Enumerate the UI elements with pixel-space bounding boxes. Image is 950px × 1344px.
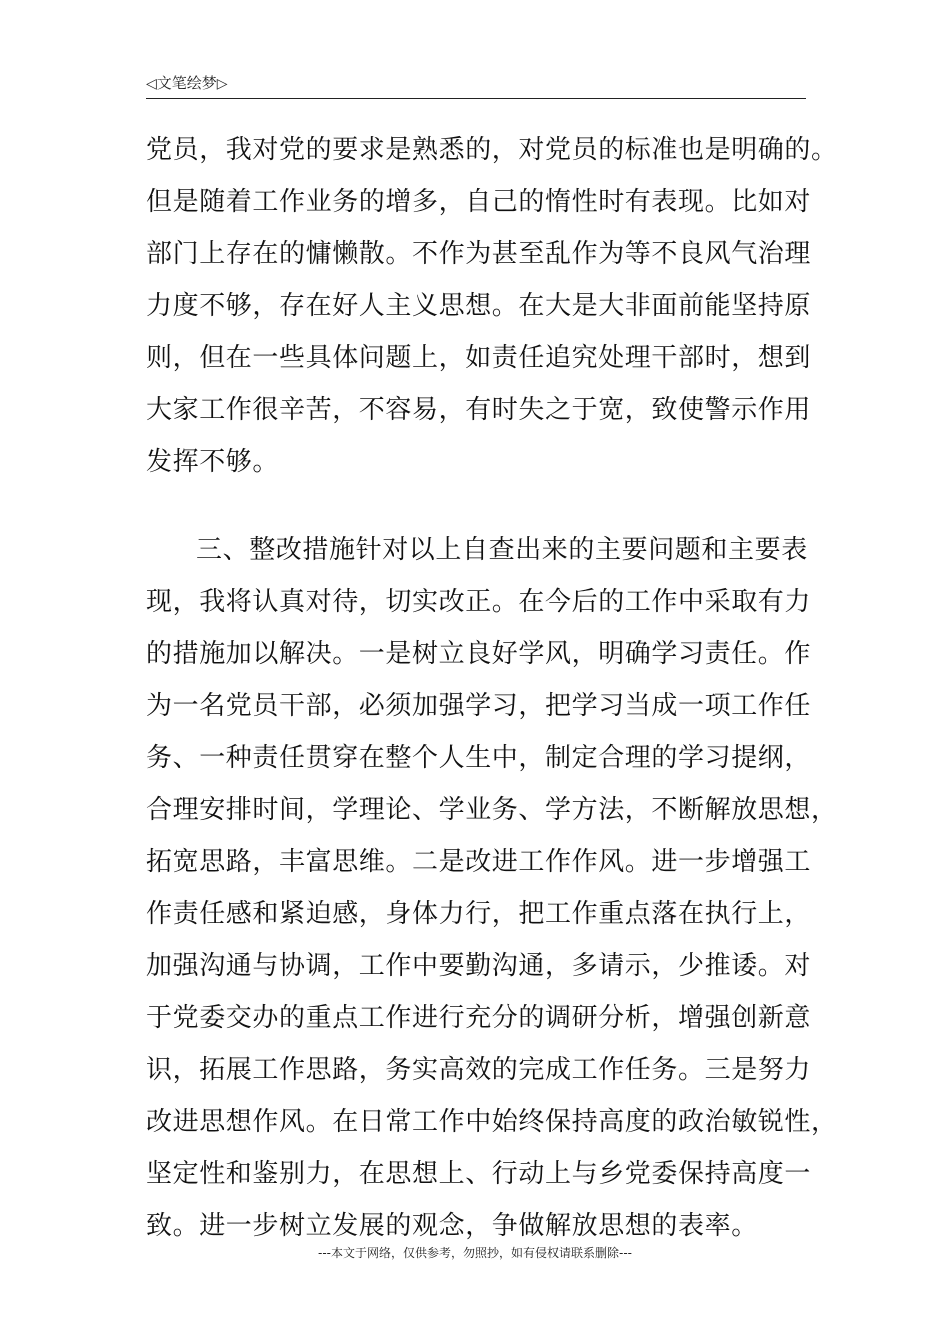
text-line: 务、一种责任贯穿在整个人生中，制定合理的学习提纲， bbox=[146, 743, 812, 773]
header-title-group bbox=[146, 74, 228, 93]
document-body bbox=[146, 124, 838, 1252]
header-title: 文笔绘梦 bbox=[156, 74, 217, 92]
right-triangle-icon: ▷ bbox=[216, 76, 228, 92]
text-line: 但是随着工作业务的增多，自己的惰性时有表现。比如对 bbox=[146, 187, 812, 217]
text-line: 力度不够，存在好人主义思想。在大是大非面前能坚持原 bbox=[146, 291, 812, 321]
text-line: 改进思想作风。在日常工作中始终保持高度的政治敏锐性， bbox=[146, 1107, 838, 1137]
page-footer: ---本文于网络，仅供参考，勿照抄，如有侵权请联系删除--- bbox=[318, 1246, 632, 1260]
text-line: 则，但在一些具体问题上，如责任追究处理干部时，想到 bbox=[146, 343, 812, 373]
text-line: 加强沟通与协调，工作中要勤沟通，多请示，少推诿。对 bbox=[146, 951, 812, 981]
text-line: 作责任感和紧迫感，身体力行，把工作重点落在执行上， bbox=[146, 899, 812, 929]
text-line: 大家工作很辛苦，不容易，有时失之于宽，致使警示作用 bbox=[146, 395, 812, 425]
paragraph bbox=[146, 524, 838, 1252]
left-triangle-icon: ◁ bbox=[146, 76, 157, 92]
text-line: 为一名党员干部，必须加强学习，把学习当成一项工作任 bbox=[146, 691, 812, 721]
text-line: 党员，我对党的要求是熟悉的，对党员的标准也是明确的。 bbox=[146, 135, 838, 165]
text-line: 部门上存在的慵懒散。不作为甚至乱作为等不良风气治理 bbox=[146, 239, 812, 269]
text-line: 三、整改措施针对以上自查出来的主要问题和主要表 bbox=[196, 535, 808, 565]
text-line: 现，我将认真对待，切实改正。在今后的工作中采取有力 bbox=[146, 587, 812, 617]
text-line: 致。进一步树立发展的观念，争做解放思想的表率。 bbox=[146, 1211, 758, 1241]
text-line: 拓宽思路，丰富思维。二是改进工作作风。进一步增强工 bbox=[146, 847, 812, 877]
paragraph-gap bbox=[146, 488, 810, 524]
text-line: 合理安排时间，学理论、学业务、学方法，不断解放思想， bbox=[146, 795, 838, 825]
text-line: 发挥不够。 bbox=[146, 447, 280, 477]
paragraph bbox=[146, 124, 838, 488]
text-line: 识，拓展工作思路，务实高效的完成工作任务。三是努力 bbox=[146, 1055, 812, 1085]
text-line: 坚定性和鉴别力，在思想上、行动上与乡党委保持高度一 bbox=[146, 1159, 812, 1189]
text-line: 的措施加以解决。一是树立良好学风，明确学习责任。作 bbox=[146, 639, 812, 669]
text-line: 于党委交办的重点工作进行充分的调研分析，增强创新意 bbox=[146, 1003, 812, 1033]
page-header bbox=[146, 72, 806, 99]
